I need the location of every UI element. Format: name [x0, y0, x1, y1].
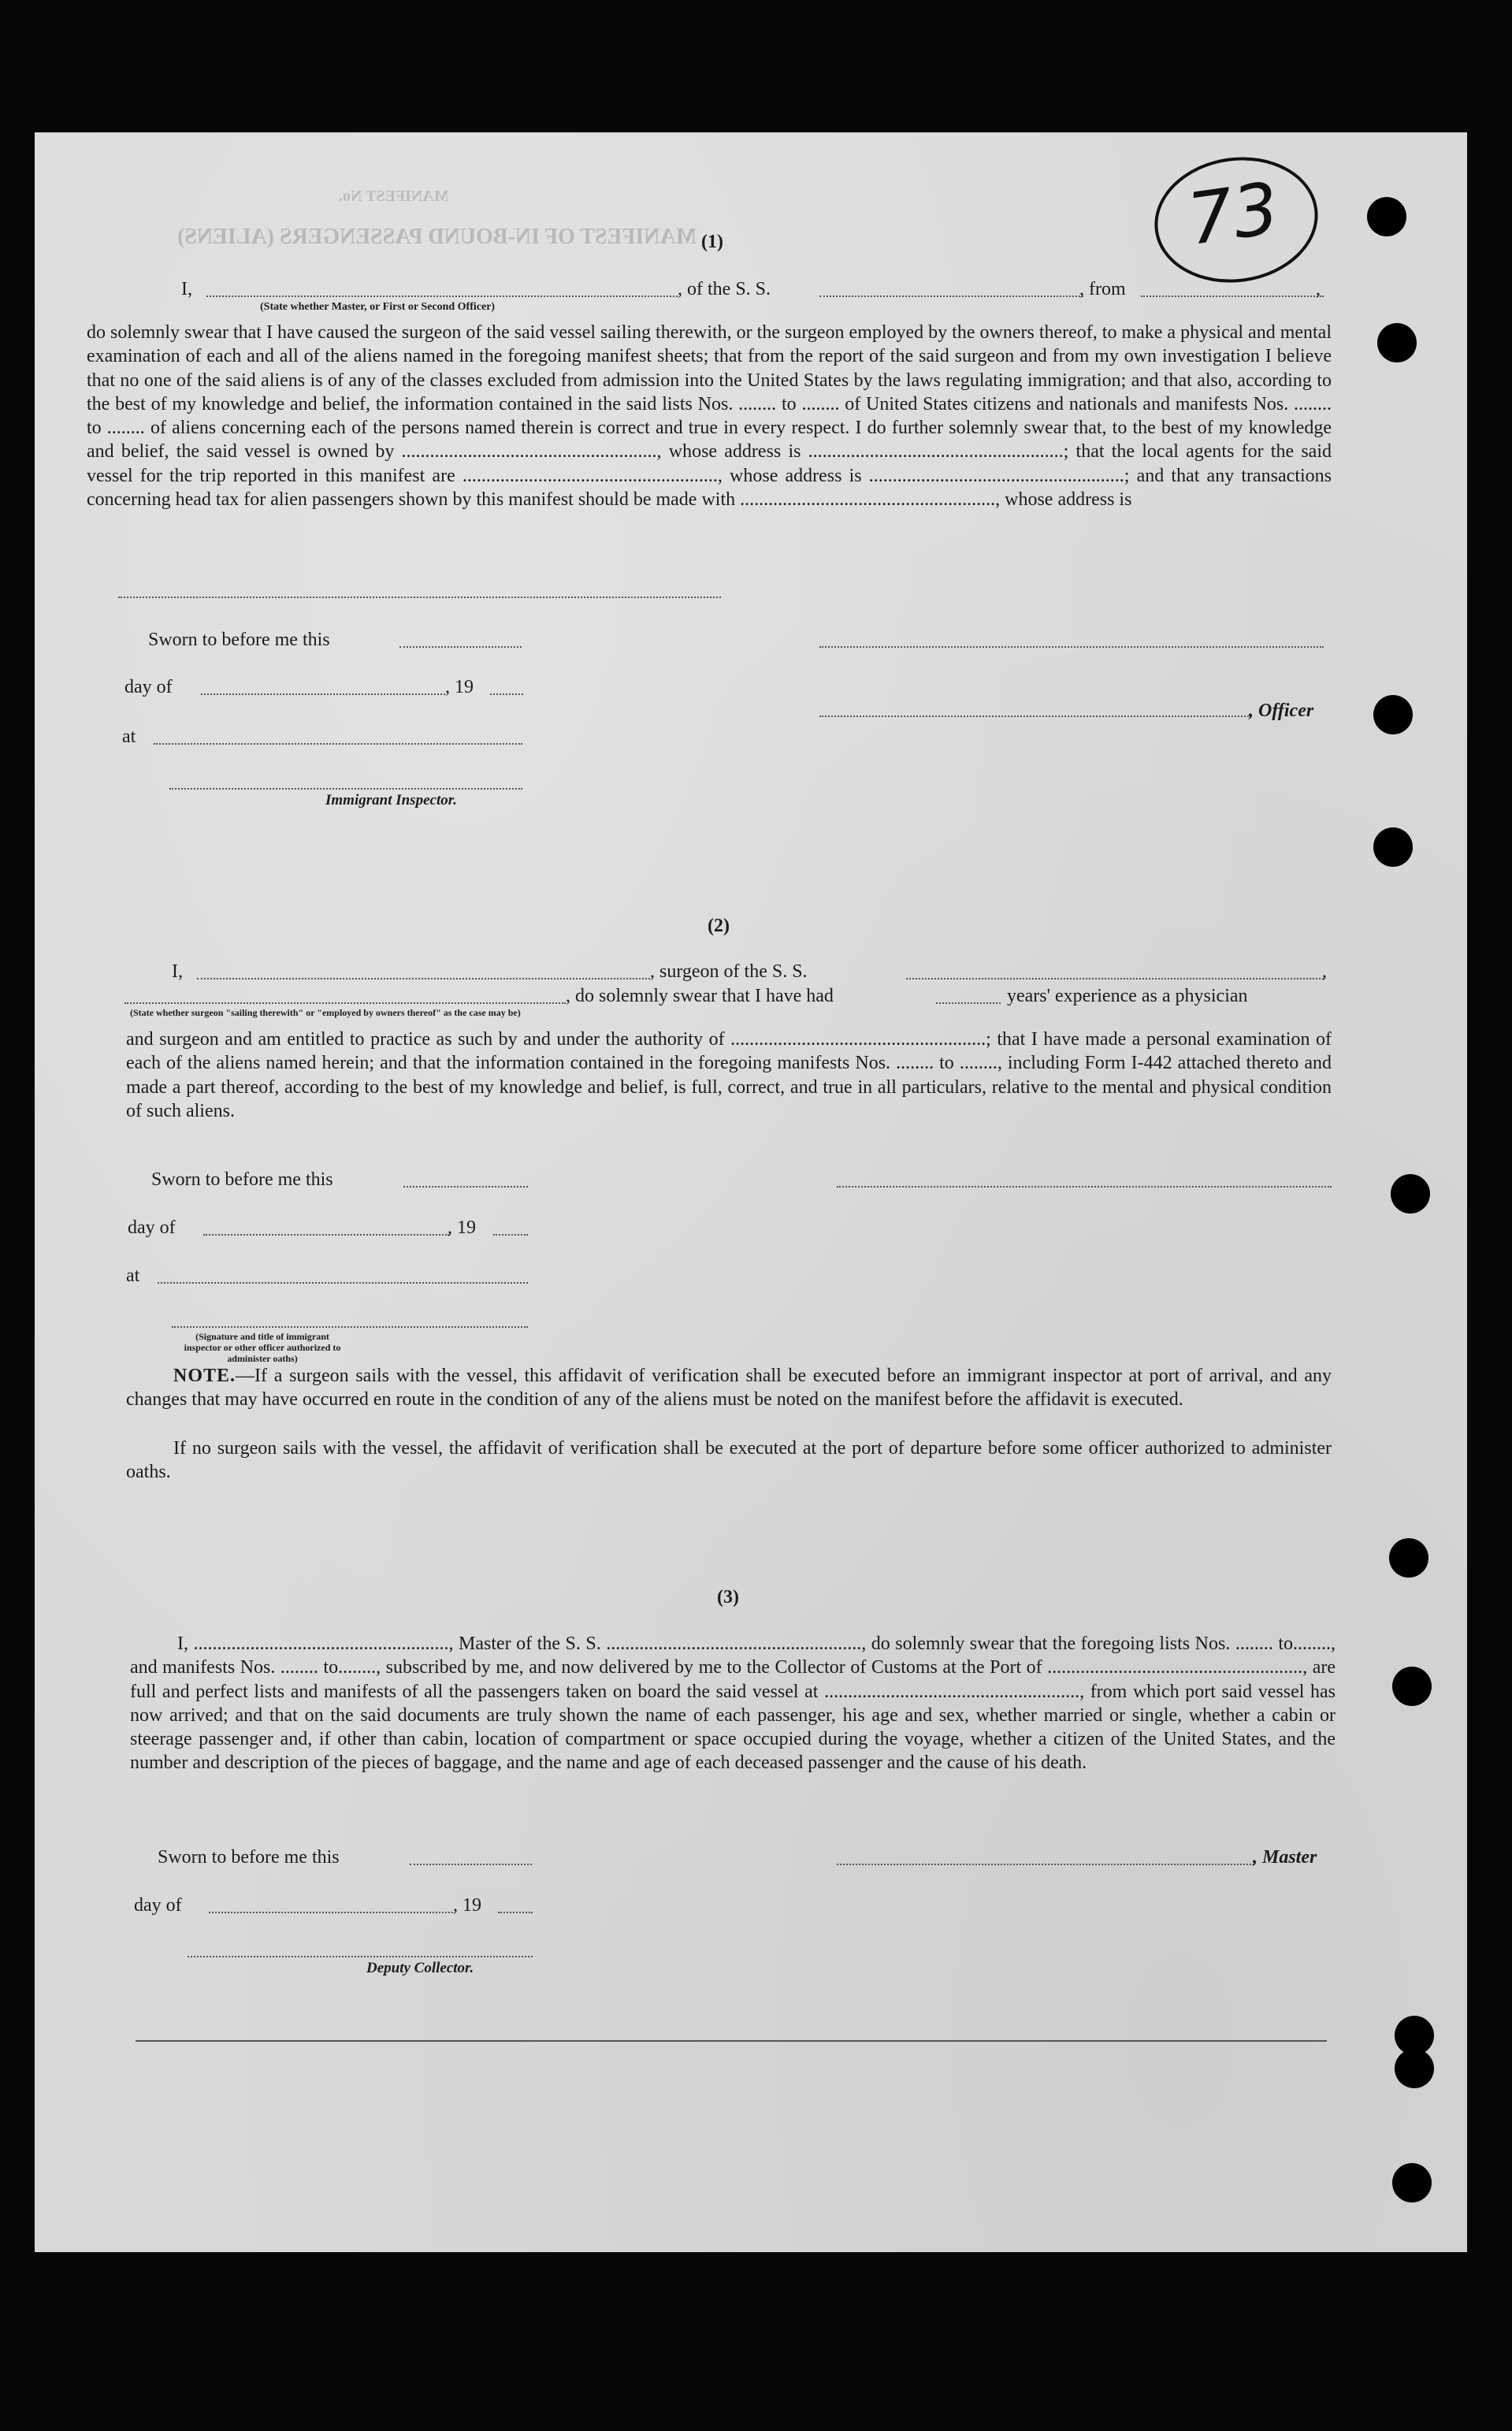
section-1-sworn: Sworn to before me this — [148, 630, 330, 650]
binder-hole — [1367, 197, 1406, 236]
from-port-line — [1141, 296, 1324, 297]
section-1-at: at — [122, 727, 136, 747]
binder-hole — [1373, 827, 1413, 867]
surgeon-signature-line — [837, 1186, 1332, 1188]
section-1-ss: , of the S. S. — [678, 279, 771, 299]
section-2-oath-text: and surgeon and am entitled to practice as such by and under the authority of ......................................................; that I have made a personal examination of each of the aliens named herein; and that the information contained in the foregoing manifests Nos. ........ to ........, including Form I-442 attached thereto and made a part thereof, according to the best of my knowledge and belief, is full, correct, and true in all particulars, relative to the mental and physical condition of such aliens. — [126, 1029, 1332, 1121]
section-3-year: , 19 — [453, 1895, 481, 1916]
note-label: NOTE. — [173, 1366, 236, 1386]
section-1-heading: (1) — [701, 232, 723, 252]
section-2-years: years' experience as a physician — [1007, 986, 1248, 1006]
note-second-paragraph: If no surgeon sails with the vessel, the affidavit of verification shall be executed at the port of departure before some officer authorized to administer oaths. — [126, 1438, 1332, 1483]
master-signature-line — [837, 1864, 1254, 1865]
year-line-2 — [493, 1234, 528, 1236]
ship-name-line — [819, 296, 1083, 297]
at-line-2 — [158, 1282, 528, 1284]
master-label: , Master — [1253, 1847, 1317, 1868]
section-2-comma: , — [1322, 961, 1327, 982]
section-1-day-of: day of — [124, 677, 173, 697]
note-text: —If a surgeon sails with the vessel, this affidavit of verification shall be executed before an immigrant inspector at port of arrival, and any changes that may have occurred en route in the condition of any of the aliens must be noted on the manifest before the affidavit is executed. — [126, 1366, 1332, 1411]
note-paragraph — [126, 1364, 1332, 1412]
binder-hole — [1377, 323, 1417, 362]
surgeon-ship-line — [906, 978, 1324, 979]
officer-label: , Officer — [1249, 701, 1314, 721]
section-2-year: , 19 — [448, 1217, 476, 1238]
section-3-sworn: Sworn to before me this — [158, 1847, 340, 1868]
section-2-heading: (2) — [708, 916, 730, 936]
section-1-i: I, — [181, 279, 192, 299]
binder-hole — [1389, 1538, 1428, 1578]
surgeon-name-line — [197, 978, 650, 979]
section-3-day-of: day of — [134, 1895, 182, 1916]
section-3-oath-text: I, ......................................................, Master of the S. S. ......................................................, do solemnly swear that the foregoing lists Nos. ........ to........, and manifests Nos. ........ to........, subscribed by me, and now delivered by me to the Collector of Customs at the Port of ......................................................, are full and perfect lists and manifests of all the passengers taken on board the said vessel at ......................................................, from which port said vessel has now arrived; and that on the said documents are truly shown the name of each passenger, his age and sex, whether married or single, whether a cabin or steerage passenger and, if other than cabin, location of compartment or space occupied during the voyage, whether a citizen of the United States, and the number and description of the pieces of baggage, and the name and age of each deceased passenger and the cause of his death. — [130, 1634, 1336, 1774]
faded-header-manifest-no: MANIFEST No. — [339, 188, 449, 205]
section-2-day-of: day of — [128, 1217, 176, 1238]
page-number: 73 — [1183, 166, 1284, 262]
role-note: (State whether Master, or First or Second Officer) — [260, 301, 496, 313]
address-continuation-line — [118, 597, 721, 598]
binder-hole — [1373, 695, 1413, 734]
sworn-date-line — [399, 646, 522, 648]
sworn-date-line-2 — [403, 1186, 528, 1188]
binder-hole — [1391, 1174, 1430, 1214]
section-1-from: , from — [1079, 279, 1126, 299]
collector-label: Deputy Collector. — [366, 1960, 474, 1976]
section-2-at: at — [126, 1266, 140, 1286]
bottom-rule — [136, 2040, 1327, 2042]
binder-hole — [1392, 1667, 1432, 1706]
sworn-date-line-3 — [410, 1864, 532, 1865]
sailing-status-line — [124, 1002, 566, 1004]
officer-signature-line-1 — [819, 646, 1324, 648]
section-1-oath-text: do solemnly swear that I have caused the surgeon of the said vessel sailing therewith, or the surgeon employed by the owners thereof, to make a physical and mental examination of each and all of the aliens named in the foregoing manifest sheets; that from the report of the said surgeon and from my own investigation I believe that no one of the said aliens is of any of the classes excluded from admission into the United States by the laws regulating immigration; and that also, according to the best of my knowledge and belief, the information contained in the said lists Nos. ........ to ........ of United States citizens and nationals and manifests Nos. ........ to ........ of aliens concerning each of the persons named therein is correct and true in every respect. I do further solemnly swear that, to the best of my knowledge and belief, the said vessel is owned by ......................................................, whose address is ......................................................; that the local agents for the said vessel for the trip reported in this manifest are ......................................................, whose address is ......................................................; and that any transactions concerning head tax for alien passengers shown by this manifest should be made with ......................................................, whose address is — [87, 322, 1332, 511]
day-line-2 — [203, 1234, 449, 1236]
at-line — [154, 743, 522, 745]
binder-hole — [1395, 2049, 1434, 2088]
binder-hole — [1392, 2163, 1432, 2202]
collector-signature-line — [188, 1956, 533, 1957]
signature-note: (Signature and title of immigrant inspector or other officer authorized to administer oaths) — [184, 1331, 341, 1364]
day-line-3 — [209, 1912, 453, 1913]
year-line-3 — [498, 1912, 533, 1913]
inspector-signature-line — [169, 788, 522, 790]
section-2-sworn: Sworn to before me this — [151, 1169, 333, 1190]
master-name-line — [206, 296, 678, 297]
day-line — [201, 693, 445, 695]
section-2-surgeon: , surgeon of the S. S. — [650, 961, 808, 982]
section-2-i: I, — [172, 961, 183, 982]
section-3-heading: (3) — [717, 1587, 739, 1608]
sailing-note: (State whether surgeon "sailing therewith" or "employed by owners thereof" as the case may be) — [130, 1007, 521, 1018]
inspector-label: Immigrant Inspector. — [325, 792, 457, 808]
section-1-comma: , — [1316, 279, 1321, 299]
section-2-swear: , do solemnly swear that I have had — [566, 986, 834, 1006]
official-signature-line — [172, 1326, 528, 1328]
years-line — [936, 1002, 1001, 1004]
year-line — [490, 693, 523, 695]
faded-header-title: MANIFEST OF IN-BOUND PASSENGERS (ALIENS) — [177, 225, 697, 249]
officer-signature-line-2 — [819, 716, 1251, 717]
section-1-year: , 19 — [445, 677, 474, 697]
